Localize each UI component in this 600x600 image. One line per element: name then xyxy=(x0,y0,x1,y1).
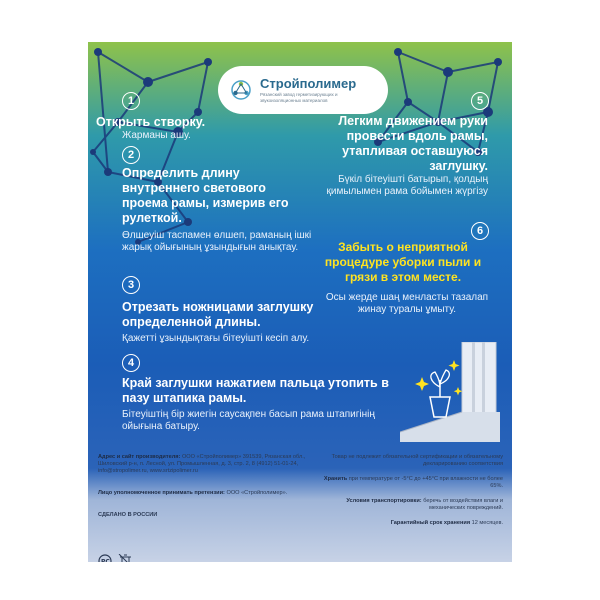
claims-info xyxy=(98,490,298,497)
step-4-kz: Бітеуіштің бір жиегін саусақпен басып рама штапигінің ойығына батыру. xyxy=(122,409,375,432)
step-1-ru: Открыть створку. xyxy=(96,115,206,129)
step-2-kz: Өлшеуіш таспамен өлшеп, раманың ішкі жарық ойығының ұзындығын анықтау. xyxy=(122,230,312,253)
address-label: Адрес и сайт производителя: xyxy=(98,454,181,460)
claims-label: Лицо уполномоченное принимать претензии: xyxy=(98,490,225,496)
manufacturer-address xyxy=(98,454,308,475)
recycle-bin-icon xyxy=(119,554,133,562)
transport-label: Условия транспортировки: xyxy=(346,498,422,504)
transport-info xyxy=(323,498,503,512)
transport-text: беречь от воздействия влаги и механических повреждений. xyxy=(423,498,503,511)
step-1-number: 1 xyxy=(122,92,140,110)
storage-text: при температуре от -5°С до +45°С при влажности не более 65%. xyxy=(348,476,503,489)
step-3-number: 3 xyxy=(122,276,140,294)
step-4-ru: Край заглушки нажатием пальца утопить в пазу штапика рамы. xyxy=(122,376,389,405)
made-in-russia: СДЕЛАНО В РОССИИ xyxy=(98,512,158,518)
window-frame-illustration xyxy=(400,342,500,442)
step-6-number: 6 xyxy=(471,222,489,240)
warranty-info xyxy=(323,520,503,527)
step-2-number: 2 xyxy=(122,146,140,164)
brand-logo-icon xyxy=(230,79,252,101)
footer-info xyxy=(88,442,512,566)
step-1-kz: Жарманы ашу. xyxy=(122,130,191,141)
certification-note: Товар не подлежит обязательной сертификации и обязательному декларированию соответствия xyxy=(331,454,503,467)
step-4-number: 4 xyxy=(122,354,140,372)
step-6-ru: Забыть о неприятной процедуре уборки пыли и грязи в этом месте. xyxy=(324,240,482,284)
step-3-kz: Қажетті ұзындықтағы бітеуішті кесіп алу. xyxy=(122,333,310,344)
step-2-ru: Определить длину внутреннего светового проема рамы, измерив его рулеткой. xyxy=(122,166,289,225)
svg-text:PC: PC xyxy=(101,558,110,566)
package-card xyxy=(88,42,512,566)
step-6-kz: Осы жерде шаң менласты тазалап жинау туралы ұмыту. xyxy=(325,292,489,315)
step-5-number: 5 xyxy=(471,92,489,110)
storage-label: Хранить xyxy=(323,476,348,482)
brand-name: Стройполимер xyxy=(260,76,357,91)
step-3-ru: Отрезать ножницами заглушку определенной длины. xyxy=(122,300,314,329)
storage-info xyxy=(323,476,503,490)
brand-subtitle: Рязанский завод герметизирующих и звукоизоляционных материалов xyxy=(260,92,338,103)
step-5-kz: Бүкіл бітеуішті батырып, қолдың қимылымен рама бойымен жүргізу xyxy=(326,174,488,197)
address-text: ООО «Стройполимер» 391539, Рязанская обл., Шиловский р-н, п. Лесной, ул. Промышленная, д. 3, стр. 2, 8 (4912) 51-01-24, info@stropolimer.ru, www.srtzipolimer.ru xyxy=(98,454,306,474)
step-5-ru: Легким движением руки провести вдоль рамы, утапливая оставшуюся заглушку. xyxy=(338,114,488,173)
brand-logo xyxy=(218,66,388,114)
certification-marks xyxy=(98,554,138,566)
warranty-label: Гарантийный срок хранения xyxy=(390,520,471,526)
warranty-text: 12 месяцев. xyxy=(471,520,503,526)
claims-text: ООО «Стройполимер». xyxy=(226,490,288,496)
